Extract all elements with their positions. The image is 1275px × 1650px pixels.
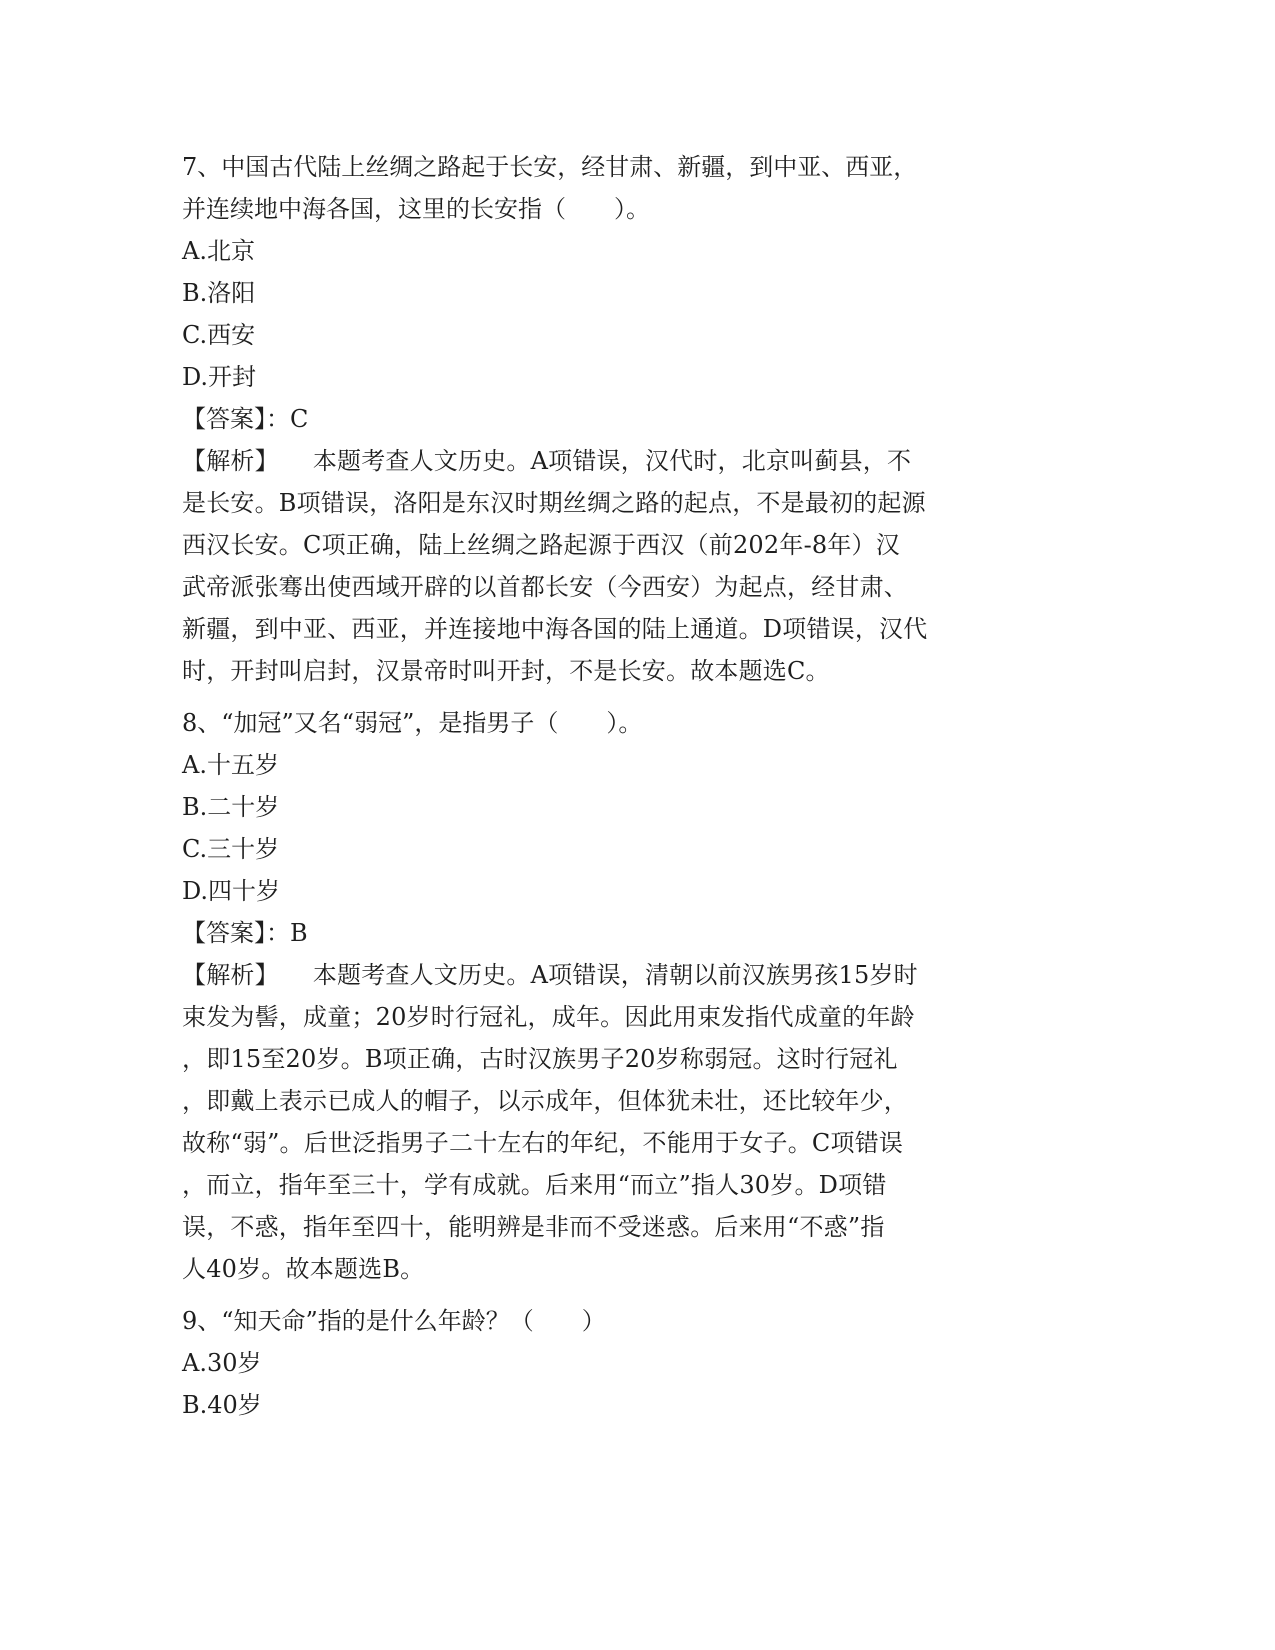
explanation-line: 武帝派张骞出使西域开辟的以首都长安（今西安）为起点，经甘肃、	[182, 573, 908, 601]
explanation-line: 人40岁。故本题选B。	[182, 1255, 425, 1283]
option-b: B.洛阳	[182, 279, 256, 307]
answer-line	[182, 912, 1062, 954]
question-stem-line: 7、中国古代陆上丝绸之路起于长安，经甘肃、新疆，到中亚、西亚，	[182, 153, 918, 181]
explanation-line: 时，开封叫启封，汉景帝时叫开封，不是长安。故本题选C。	[182, 657, 830, 685]
answer-label: 【答案】：	[182, 405, 290, 433]
option-b: B.40岁	[182, 1391, 262, 1419]
answer-label: 【答案】：	[182, 919, 290, 947]
explanation-label: 【解析】	[182, 447, 279, 475]
explanation-label: 【解析】	[182, 961, 279, 989]
explanation-line: 是长安。B项错误，洛阳是东汉时期丝绸之路的起点，不是最初的起源	[182, 489, 926, 517]
question-stem-line: 8、“加冠”又名“弱冠”，是指男子（ ）。	[182, 709, 643, 737]
explanation-line: ，即戴上表示已成人的帽子，以示成年，但体犹未壮，还比较年少，	[182, 1087, 908, 1115]
explanation-line: 新疆，到中亚、西亚，并连接地中海各国的陆上通道。D项错误，汉代	[182, 615, 928, 643]
explanation-line: 故称“弱”。后世泛指男子二十左右的年纪，不能用于女子。C项错误	[182, 1129, 904, 1157]
option-a: A.十五岁	[182, 751, 279, 779]
document-page	[182, 146, 1062, 1436]
explanation-line: 【解析】 本题考查人文历史。A项错误，清朝以前汉族男孩15岁时	[182, 961, 918, 989]
option-b: B.二十岁	[182, 793, 280, 821]
explanation-line: ，即15至20岁。B项正确，古时汉族男子20岁称弱冠。这时行冠礼	[182, 1045, 898, 1073]
answer-line	[182, 398, 1062, 440]
option-d: D.四十岁	[182, 877, 281, 905]
explanation-line: 西汉长安。C项正确，陆上丝绸之路起源于西汉（前202年-8年）汉	[182, 531, 900, 559]
question-stem-line: 并连续地中海各国，这里的长安指（ ）。	[182, 195, 650, 223]
answer-value: C	[290, 405, 309, 433]
option-a: A.30岁	[182, 1349, 262, 1377]
explanation-line: 误，不惑，指年至四十，能明辨是非而不受迷惑。后来用“不惑”指	[182, 1213, 885, 1241]
question-7	[182, 146, 1062, 692]
explanation-line: 束发为髻，成童；20岁时行冠礼，成年。因此用束发指代成童的年龄	[182, 1003, 915, 1031]
explanation-line: 【解析】 本题考查人文历史。A项错误，汉代时，北京叫蓟县，不	[182, 447, 912, 475]
option-d: D.开封	[182, 363, 257, 391]
answer-value: B	[290, 919, 308, 947]
explanation-line: ，而立，指年至三十，学有成就。后来用“而立”指人30岁。D项错	[182, 1171, 887, 1199]
question-stem-line: 9、“知天命”指的是什么年龄？（ ）	[182, 1307, 606, 1335]
option-c: C.西安	[182, 321, 256, 349]
option-c: C.三十岁	[182, 835, 280, 863]
option-a: A.北京	[182, 237, 255, 265]
question-8	[182, 702, 1062, 1290]
question-9	[182, 1300, 1062, 1426]
